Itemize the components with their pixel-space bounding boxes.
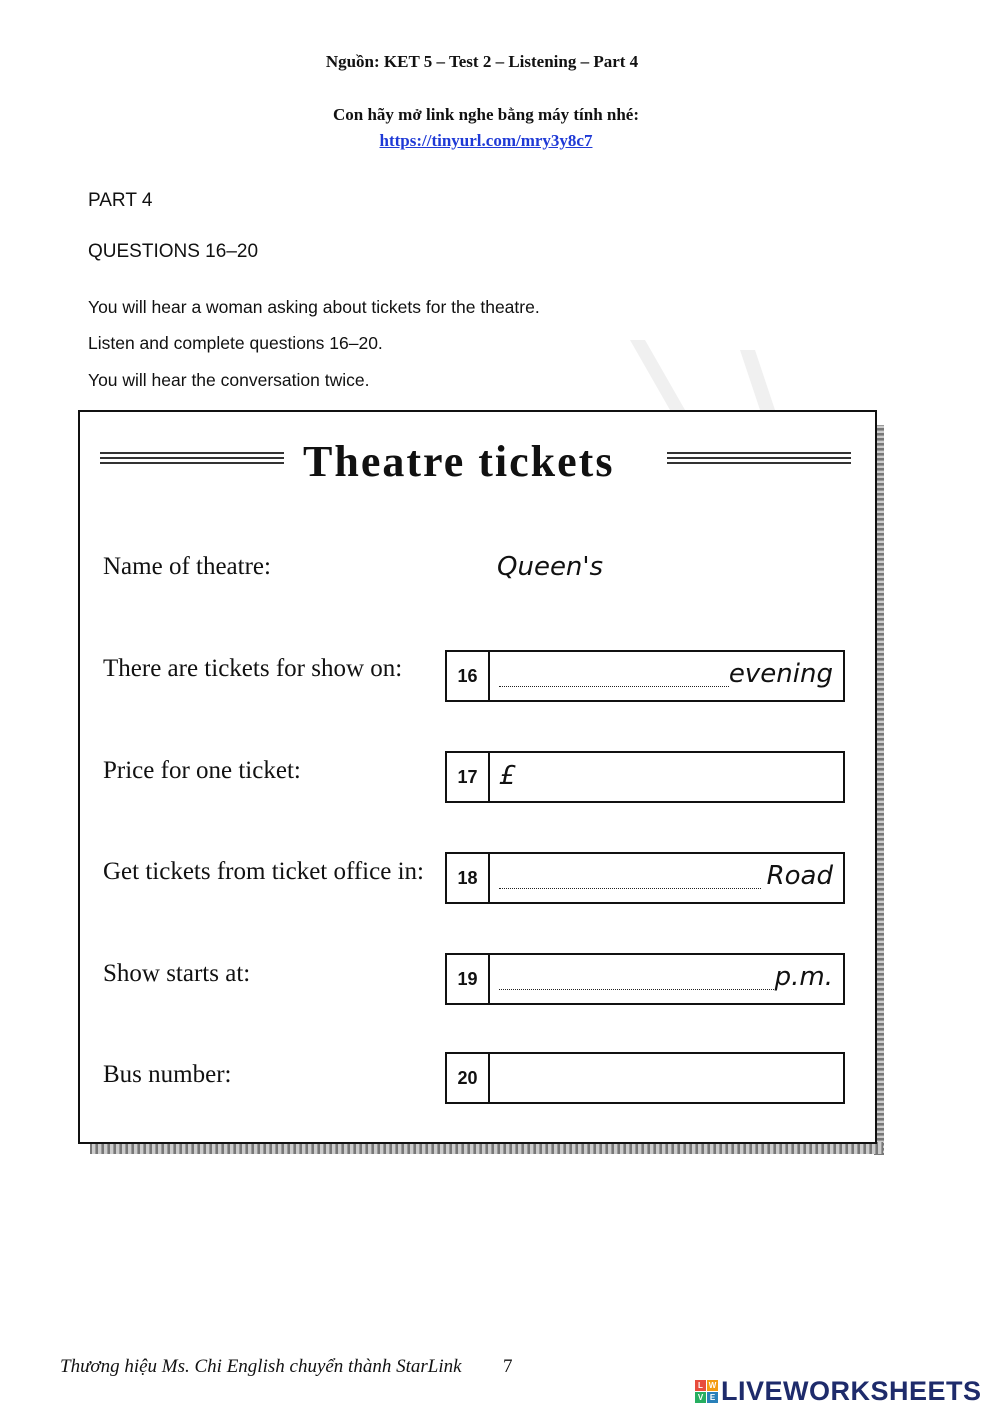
question-label: There are tickets for show on: bbox=[103, 655, 403, 682]
answer-suffix: p.m. bbox=[774, 962, 833, 992]
question-number: 16 bbox=[447, 652, 490, 700]
answer-box-20[interactable] bbox=[445, 1052, 845, 1104]
answer-suffix: Road bbox=[766, 861, 833, 891]
question-label: Bus number: bbox=[103, 1061, 232, 1088]
page-number: 7 bbox=[503, 1356, 513, 1377]
title-rule-left bbox=[100, 452, 284, 466]
question-number: 17 bbox=[447, 753, 490, 801]
part-heading: PART 4 bbox=[88, 190, 153, 211]
instruction-line: Listen and complete questions 16–20. bbox=[88, 333, 383, 353]
question-label: Price for one ticket: bbox=[103, 757, 301, 784]
question-number: 20 bbox=[447, 1054, 490, 1102]
answer-dots bbox=[499, 989, 774, 990]
source-line: Nguồn: KET 5 – Test 2 – Listening – Part 4 bbox=[325, 52, 639, 71]
answer-box-19[interactable] bbox=[445, 953, 845, 1005]
question-number: 18 bbox=[447, 854, 490, 902]
title-rule-right bbox=[667, 452, 851, 466]
example-answer: Queen's bbox=[497, 552, 604, 582]
logo-grid-icon: L W V E bbox=[695, 1380, 718, 1403]
answer-box-16[interactable] bbox=[445, 650, 845, 702]
questions-heading: QUESTIONS 16–20 bbox=[88, 241, 259, 262]
watermark-mark bbox=[610, 330, 800, 420]
answer-dots bbox=[499, 888, 761, 889]
question-number: 19 bbox=[447, 955, 490, 1003]
logo-wordmark: LIVEWORKSHEETS bbox=[721, 1376, 982, 1406]
instruction-text: Con hãy mở link nghe bằng máy tính nhé: bbox=[332, 105, 640, 124]
listening-instruction bbox=[0, 102, 972, 154]
card-title: Theatre tickets bbox=[303, 437, 615, 486]
example-label: Name of theatre: bbox=[103, 553, 271, 580]
answer-suffix: evening bbox=[728, 659, 833, 689]
instruction-line: You will hear a woman asking about tickets for the theatre. bbox=[88, 297, 540, 317]
answer-box-18[interactable] bbox=[445, 852, 845, 904]
audio-link[interactable]: https://tinyurl.com/mry3y8c7 bbox=[379, 131, 593, 150]
answer-box-17[interactable] bbox=[445, 751, 845, 803]
instruction-line: You will hear the conversation twice. bbox=[88, 370, 370, 390]
question-label: Show starts at: bbox=[103, 960, 251, 987]
answer-prefix: £ bbox=[499, 761, 516, 791]
question-label: Get tickets from ticket office in: bbox=[103, 858, 424, 885]
liveworksheets-logo[interactable] bbox=[695, 1376, 982, 1407]
footer-brand: Thương hiệu Ms. Chi English chuyển thành StarLink bbox=[60, 1356, 462, 1377]
answer-dots bbox=[499, 686, 729, 687]
